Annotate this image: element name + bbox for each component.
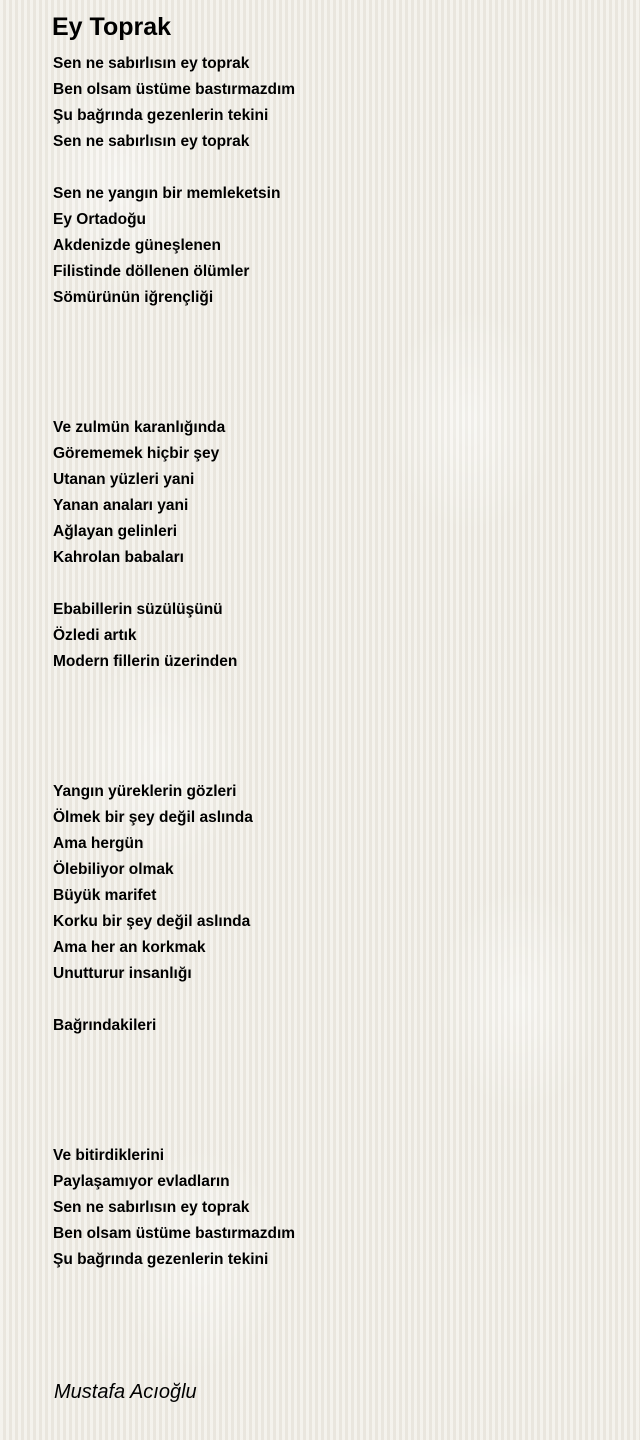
- poem-line: Paylaşamıyor evladların: [53, 1173, 230, 1190]
- stanza-break: [53, 675, 613, 701]
- poem-line: Ama her an korkmak: [53, 939, 206, 956]
- poem-line: Ölmek bir şey değil aslında: [53, 809, 253, 826]
- stanza-break: [53, 1091, 613, 1117]
- stanza-break: [53, 337, 613, 363]
- stanza-break: [53, 389, 613, 415]
- poem-line: Sen ne sabırlısın ey toprak: [53, 133, 250, 150]
- poem-line: Filistinde döllenen ölümler: [53, 263, 250, 280]
- stanza-break: [53, 701, 613, 727]
- poem-line: Akdenizde güneşlenen: [53, 237, 221, 254]
- poem-line: Ben olsam üstüme bastırmazdım: [53, 1225, 296, 1242]
- stanza-break: [53, 363, 613, 389]
- poem-line: Büyük marifet: [53, 887, 157, 904]
- poem-line: Sömürünün iğrençliği: [53, 289, 214, 306]
- stanza-break: [53, 1065, 613, 1091]
- poem-line: Modern fillerin üzerinden: [53, 653, 238, 670]
- poem-line: Ve bitirdiklerini: [53, 1147, 165, 1164]
- poem-line: Utanan yüzleri yani: [53, 471, 195, 488]
- poem-line: Yanan anaları yani: [53, 497, 189, 514]
- stanza-break: [53, 571, 613, 597]
- stanza-break: [53, 1039, 613, 1065]
- poem-line: Sen ne sabırlısın ey toprak: [53, 1199, 250, 1216]
- poem-line: Görememek hiçbir şey: [53, 445, 220, 462]
- poem-line: Ama hergün: [53, 835, 144, 852]
- poem-line: Sen ne sabırlısın ey toprak: [53, 55, 250, 72]
- poem-title: Ey Toprak: [52, 13, 172, 41]
- poem-body: [53, 51, 613, 1273]
- poem-line: Ey Ortadoğu: [53, 211, 147, 228]
- stanza-break: [53, 987, 613, 1013]
- poem-line: Unutturur insanlığı: [53, 965, 192, 982]
- poem-line: Sen ne yangın bir memleketsin: [53, 185, 281, 202]
- poem-line: Ve zulmün karanlığında: [53, 419, 226, 436]
- stanza-break: [53, 311, 613, 337]
- poem-line: Korku bir şey değil aslında: [53, 913, 251, 930]
- poem-line: Bağrındakileri: [53, 1017, 157, 1034]
- poem-line: Ölebiliyor olmak: [53, 861, 174, 878]
- stanza-break: [53, 155, 613, 181]
- poem-line: Şu bağrında gezenlerin tekini: [53, 107, 269, 124]
- poem-line: Kahrolan babaları: [53, 549, 184, 566]
- stanza-break: [53, 753, 613, 779]
- poem-line: Ben olsam üstüme bastırmazdım: [53, 81, 296, 98]
- poem-author: Mustafa Acıoğlu: [54, 1381, 197, 1403]
- poem-line: Ağlayan gelinleri: [53, 523, 178, 540]
- stanza-break: [53, 1117, 613, 1143]
- poem-line: Özledi artık: [53, 627, 137, 644]
- poem-line: Ebabillerin süzülüşünü: [53, 601, 223, 618]
- stanza-break: [53, 727, 613, 753]
- poem-line: Yangın yüreklerin gözleri: [53, 783, 237, 800]
- poem-line: Şu bağrında gezenlerin tekini: [53, 1251, 269, 1268]
